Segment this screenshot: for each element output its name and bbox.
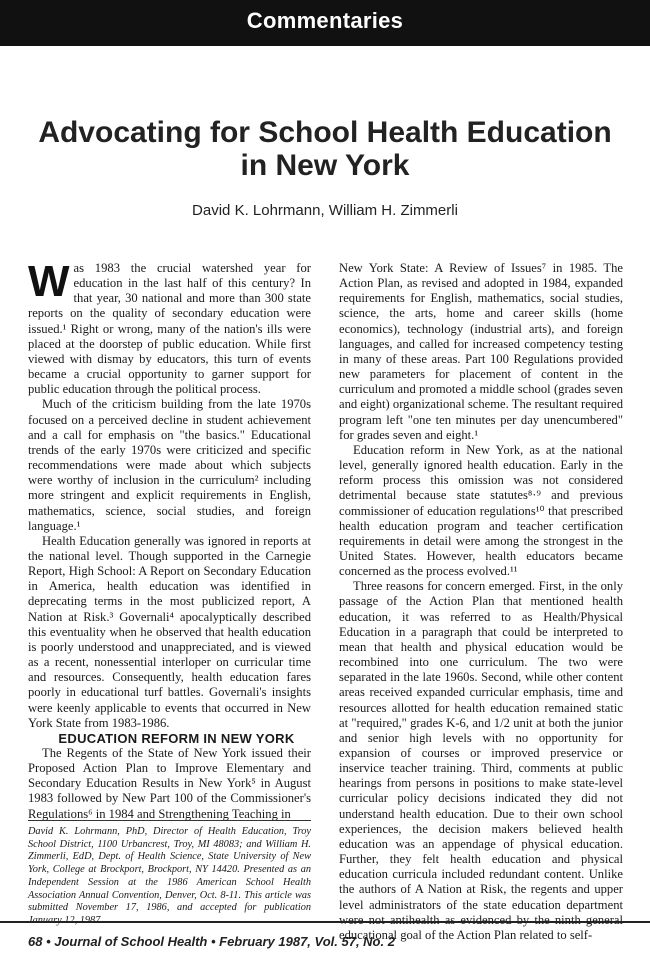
drop-cap: W — [28, 257, 70, 306]
article-title-line-2: in New York — [240, 149, 410, 182]
paragraph-intro — [28, 257, 311, 397]
paragraph: The Regents of the State of New York issued their Proposed Action Plan to Improve Elementary and Secondary Education Results in New York⁵ in August 1983 followed by New Part 100 of the Commissioner's Regulations⁶ in 1984 and Strengthening Teaching in — [28, 746, 311, 821]
paragraph-intro-text: as 1983 the crucial watershed year for education in the last half of this century? In that year, 30 national and more than 300 state reports on the quality of secondary education were issued.¹ Right or wrong, many of the nation's ills were placed at the doorstep of public education. While first viewed with dismay by educators, this turn of events became a crucial opportunity to garner support for public education through the political process. — [28, 261, 311, 397]
author-footnote: David K. Lohrmann, PhD, Director of Health Education, Troy School District, 1100 Urbancrest, Troy, MI 48083; and William H. Zimmerli, EdD, Dept. of Health Science, State University of New York, College at Brockport, Brockport, NY 14420. Presented as an Independent Session at the 1986 American School Health Association Annual Convention, Denver, Oct. 8-11. This article was submitted November 17, 1986, and accepted for publication January 12, 1987. — [28, 826, 311, 926]
paragraph: Much of the criticism building from the late 1970s focused on a perceived decline in student achievement and a call for emphasis on "the basics." Educational trends of the early 1970s were criticized and specific recommendations were made about which subjects were worthy of inclusion in the curriculum² including more stringent and explicit requirements in English, mathematics, science, social studies, and foreign language.¹ — [28, 397, 311, 533]
body-column-left — [28, 257, 311, 822]
body-column-right — [339, 261, 623, 943]
section-heading: EDUCATION REFORM IN NEW YORK — [58, 730, 295, 746]
running-footer: 68 • Journal of School Health • February 1987, Vol. 57, No. 2 — [28, 934, 395, 949]
paragraph: Education reform in New York, as at the national level, generally ignored health education. Early in the reform process this omission was not considered detrimental because state statutes⁸·⁹ and previous commissioner of education regulations¹⁰ that prescribed health education program and teacher certification requirements in detail were among the strongest in the United States. However, health educators became concerned as the process evolved.¹¹ — [339, 442, 623, 579]
section-banner-label: Commentaries — [246, 8, 404, 33]
footnote-divider — [28, 820, 311, 821]
article-title-line-1: Advocating for School Health Education — [38, 116, 612, 149]
footer-divider — [0, 921, 650, 923]
section-banner — [0, 0, 650, 46]
paragraph: Health Education generally was ignored in reports at the national level. Though supported in the Carnegie Report, High School: A Report on Secondary Education in America, health education was identified in deprecating terms in the most publicized report, A Nation at Risk.³ Governali⁴ apocalyptically described this eventuality when he observed that health education is poorly understood and unappreciated, and is viewed as a recent, nonessential interloper on curricular time and resources. Consequently, health education fares poorly in educational turf battles. Governali's insights were keenly applicable to events that occurred in New York State from 1983-1986. — [28, 533, 311, 730]
article-authors: David K. Lohrmann, William H. Zimmerli — [192, 202, 458, 219]
paragraph: Three reasons for concern emerged. First, in the only passage of the Action Plan that mentioned health education, it was referred to as Health/Physical Education in a paragraph that could be interpreted to mean that health and physical education would be recombined into one curriculum. The two were separated in the late 1960s. Second, while other content areas received expanded curricular emphasis, time and resources allotted for health education remained static at "required," grades K-6, and 1/2 unit at both the junior and senior high levels with no opportunity for expansion of courses or improved preservice or inservice teacher training. Third, comments at public hearings from persons in positions to make state-level curricular policy decisions indicated they did not understand health education. Due to their own school experiences, the decision makers believed health education was an appendage of physical education. Further, they felt health education and physical education curricula included redundant content. Unlike the authors of A Nation at Risk, the regents and upper level administrators of the state education department were not antihealth as evidenced by the ninth general educational goal of the Action Plan related to self- — [339, 579, 623, 942]
paragraph: New York State: A Review of Issues⁷ in 1985. The Action Plan, as revised and adopted in 1984, expanded requirements for English, mathematics, social studies, science, the arts, home and career skills (home economics), technology (industrial arts), and foreign languages, and called for increased competency testing in many of these areas. Part 100 Regulations provided new parameters for placement of content in the curriculum and promoted a middle school (grades seven and eight) organizational scheme. The resultant required program left "one ten minutes per day unencumbered" for grades seven and eight.¹ — [339, 261, 623, 442]
article-title — [0, 116, 650, 182]
